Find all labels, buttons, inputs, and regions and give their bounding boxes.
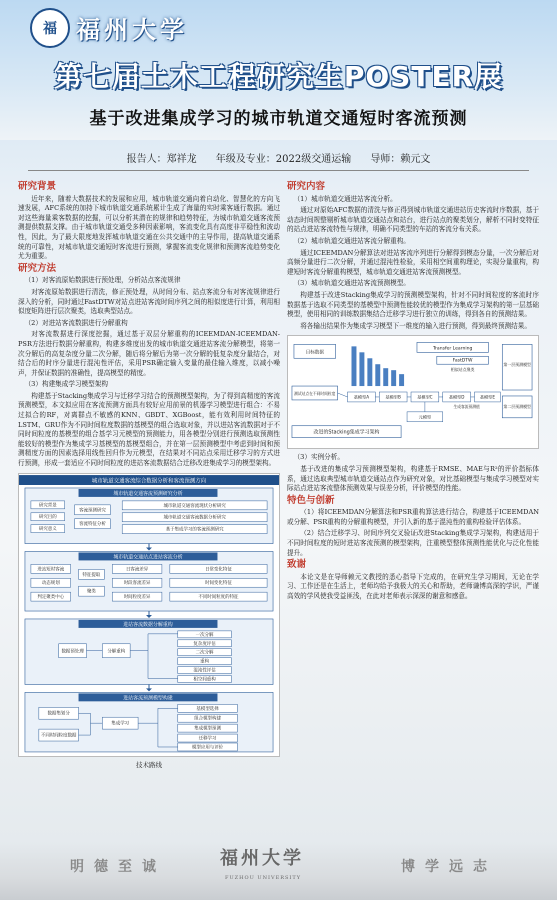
s3c-3: 重构 <box>200 659 210 665</box>
tech-route-diagram <box>18 473 280 757</box>
thanks-text: 本论文是在导师赖元文教授的悉心指导下完成的，在研究生学习期间，无论在学习、工作还是在生活上，老师均给予我极大的关心和帮助，老师谦博高深的学识，严谨高效的学风使我受益匪浅，在此对老师表示深深的谢意和感意。 <box>287 572 539 601</box>
footer-university-en: FUZHOU UNIVERSITY <box>225 875 302 881</box>
footer-band <box>0 842 557 900</box>
s4-title: 进站客流预测模型构建 <box>123 694 173 701</box>
s4c-2: 集成模型预测 <box>194 726 221 732</box>
background-text: 近年来，随着大数据技术的发展和应用，城市轨道交通向着自动化、智慧化的方向飞速发展，AFC系统的加持下城市轨道交通系统累计生成了海量的实时乘客通行数据。通过对这些海量乘客数据的挖掘，可以分析其潜在的规律和趋势特征，为城市轨道交通客流预测提供数据支撑。由于城市轨道交通受多种因素影响，客流变化具有高度非平稳性和波动性，因此，为了最大限度地发挥城市轨道交通在公共交通中的主导作用，提高轨道交通系统的可靠性，对城市轨道交通短时客流进行预测，掌握客流变化规律和预测客流趋势变化尤为重要。 <box>18 194 280 261</box>
s2c-1: 时段客流差异 <box>123 580 151 586</box>
s1a-2: 研究意义 <box>38 526 57 532</box>
university-logo: 福 <box>30 8 70 48</box>
footer-motto-left: 明德至诚 <box>70 859 166 875</box>
content-3-text: 构建基于改进Stacking集成学习的预测模型架构，针对不同时间粒度的客流时序数据基于选取不同类型的基模型中预测性能较优的模型作为集成学习架构的第一层基础模型，使用相同的训练数据集结合迁移学习进行独立的训练，得到各自的预测结果。 <box>287 290 539 319</box>
content-2-title: （2）城市轨道交通进站客流分解重构。 <box>293 236 410 245</box>
method-1-title: （1）对客流原始数据进行预处理，分析站点客流规律 <box>24 276 181 285</box>
s2c-2: 时间粒度差异 <box>123 594 151 600</box>
s1c-2: 基于集成学习的客流预测研究 <box>165 527 224 533</box>
s2-title: 城市轨道交通站点进站客流分析 <box>113 554 183 561</box>
content-4-title: （3）实例分析。 <box>293 453 344 462</box>
fig-improve: 改进的Stacking集成学习架构 <box>313 429 380 436</box>
feature-2: （2）结合迁移学习、时间序列交叉验证改进Stacking集成学习架构，构建适用于不同时间粒度的短时进站客流预测的模型架构，注重模型整体预测性能优化与泛化性能提升。 <box>287 529 539 557</box>
fig-model-a: 基模型A <box>353 394 370 400</box>
content-2-text: 通过ICEEMDAN分解算法对进站客流序列进行分解得到模态分量，一次分解后对高频分量进行二次分解，并通过混沌性检验，采用相空间重构理论，实现分量重构，构建短时客流分解重构模型，城市轨道交通进站客流预测模型。 <box>287 248 539 276</box>
fig-model-d: 基模型D <box>448 394 465 400</box>
s3c-1: 复杂度评估 <box>193 641 216 647</box>
s3-title: 进站客流数据分解重构 <box>123 621 173 628</box>
section-title-background: 研究背景 <box>18 181 57 192</box>
fig-layer1: 第一层预测模型 <box>503 362 532 368</box>
s1b-1: 客流特征分析 <box>79 521 106 527</box>
fig-model-b: 基模型B <box>385 394 401 400</box>
content-3-text2: 将各输出结果作为集成学习模型下一维度的输入进行预测，得到最终预测结果。 <box>300 321 531 330</box>
s2d-2: 不同时间粒度的特征 <box>198 594 239 600</box>
s3c-5: 相空间重构 <box>193 677 216 683</box>
s3a-0: 数据预处理 <box>61 649 84 655</box>
university-name: 福州大学 <box>76 15 188 44</box>
content-3-title: （3）城市轨道交通进站客流预测模型。 <box>293 279 410 288</box>
s1c-1: 城市轨道交通客流数据分析研究 <box>163 515 226 521</box>
s4b-0: 集成学习 <box>111 721 130 727</box>
content-1-title: （1）城市轨道交通进站客流分析。 <box>293 194 397 203</box>
s1a-0: 研究背景 <box>38 502 57 508</box>
poster-event-title: 第七届土木工程研究生POSTER展 <box>53 60 504 93</box>
s2b-0: 特征提取 <box>82 572 101 578</box>
s4a-1: 不同时间粒度数据 <box>40 733 77 739</box>
s2a-2: 判定聚类中心 <box>37 594 65 600</box>
s4a-0: 数据集划分 <box>47 711 70 717</box>
section-title-content: 研究内容 <box>287 181 326 192</box>
poster-header <box>0 0 557 140</box>
method-3-title: （3）构建集成学习模型架构 <box>24 380 108 389</box>
s2c-0: 日客流差异 <box>125 566 149 572</box>
s1b-0: 客流预测研究 <box>79 507 106 513</box>
s4c-1: 组合模型构建 <box>194 716 221 722</box>
method-2-title: （2）对进站客流数据进行分解重构 <box>24 318 128 327</box>
s3b-0: 分解重构 <box>107 649 126 655</box>
s4c-4: 模型应用与评价 <box>191 745 224 751</box>
fig-target: 测试站点在不同时间粒度 <box>294 392 336 397</box>
method-2-text: 对客流数据进行深度挖掘，通过基于双层分解重构的ICEEMDAN-ICEEMDAN-PSR方法进行数据分解重构，构建多维度出发的城市轨道交通进站客流分解模型，将第一次分解后的高复杂度分量二次分解，随后将分解后为第一次分解的低复杂度分量结合，对结合后的时序分量进行混沌性评估，采用PSR确定输入变量的最佳输入维度，以减小噪声，并保证数据的准确性，提高模型的精度。 <box>18 330 280 377</box>
s2d-1: 时间变化特征 <box>205 580 232 586</box>
fig-model-c: 基模型C <box>417 394 433 400</box>
fig-model-e: 基模型E <box>479 394 495 400</box>
s2b-1: 聚类 <box>86 589 96 595</box>
s4c-0: 基模型选择 <box>196 706 219 712</box>
s2a-0: 进站短时客流 <box>37 566 65 572</box>
s4c-3: 迁移学习 <box>198 736 217 742</box>
right-column <box>287 180 539 604</box>
method-1-text: 对客流原始数据进行清洗，修正预处理，从时间分布、站点客流分布对客流规律进行深入的分析，同时通过FastDTW对站点进站客流时间序列之间的相似度进行计算，利用相似度矩阵进行层次聚类，选取典型站点。 <box>18 287 280 316</box>
fig-meta: 元模型 <box>418 414 432 420</box>
fig-source: 目标数据 <box>305 350 324 356</box>
s1-title: 城市轨道交通客流预测研究分析 <box>113 490 183 497</box>
fig-layer2: 第二层预测模型 <box>503 404 532 410</box>
footer-university: 福州大学 <box>220 848 304 869</box>
fig-result: 生成客流预测值 <box>453 405 480 410</box>
author-line <box>0 150 557 165</box>
advisor: 导师：赖元文 <box>370 154 431 165</box>
content-1-text: 通过对原始AFC数据的清洗与修正得到城市轨道交通进站历史客流时序数据，基于动态时间规整剔析城市轨道交通站点和站台，进行站点的聚类划分，解析不同时变特征的站点进站客流特性与规律，明确不同类型的车站的客流分布关系。 <box>287 206 539 234</box>
reporter: 报告人：郑祥龙 <box>126 154 197 165</box>
fig-transfer: Transfer Learning <box>432 346 473 352</box>
tech-route-caption: 技术路线 <box>136 760 162 769</box>
feature-1: （1）将ICEEMDAN分解算法和PSR重构算法进行结合，构建基于ICEEMDAN或分解、PSR重构的分解重构模型，并引入新的基于混沌性的重构检验评估体系。 <box>287 508 539 526</box>
tech-route-svg <box>19 474 279 756</box>
content-4-text: 基于改进的集成学习预测模型架构，构建基于RMSE、MAE与R²的评价指标体系，通过选取典型城市轨道交通站点作为研究对象，对比基础模型与集成学习模型对实际站点进站客流整体预测效果与误差分析，评价模型的性能。 <box>287 464 539 493</box>
s2d-0: 日常变化特征 <box>205 566 232 572</box>
paper-title: 基于改进集成学习的城市轨道交通短时客流预测 <box>89 109 468 129</box>
s3c-2: 二次分解 <box>195 650 214 656</box>
method-3-text: 构建基于Stacking集成学习与迁移学习结合的预测模型架构，为了得到高精度的客流预测模型，本文拟应用在客流预测方面具有较好应用前景的机器学习模型进行组合：不易过拟合的RF，对离群点不敏感的KNN、GBDT、XGBoost，能有效利用时间特征的LSTM、GRU作为不同时间粒度数据的基模型的组合选取对象，并以进站客流数据对于不同时间粒度的基模型的组合基学习元模型的预测能力，用各模型分别进行预测选取预测性能较好的模型作为集成学习基模型的基模型组合，并在第一层预测模型中考虑到时间和预测精度方面的因素选择用线性回归作为元模型，在结果对不同站点采用迁移学习的方式进行预测，形成一套适应不同时间粒度的进站客流数据结合迁移改进集成学习的模型架构。 <box>18 391 280 468</box>
s3c-4: 混沌性评估 <box>193 668 216 674</box>
grade-major: 年级及专业：2022级交通运输 <box>215 154 352 165</box>
s3c-0: 一次分解 <box>195 632 214 638</box>
fig-fastdtw: FastDTW <box>452 359 473 365</box>
s2a-1: 动态规划 <box>41 580 60 586</box>
section-title-thanks: 致谢 <box>287 559 307 571</box>
fig-cluster: 相似站点聚类 <box>450 367 475 373</box>
stacking-architecture-figure <box>287 335 539 449</box>
header-divider <box>28 170 529 171</box>
s1c-0: 城市轨道交通客流现状分析研究 <box>163 503 226 509</box>
s1a-1: 研究目的 <box>38 514 57 520</box>
footer-motto-right: 博学远志 <box>401 859 497 875</box>
diagram-top-title: 城市轨道交通客流综合数据分析和客流预测方向 <box>91 478 207 485</box>
stacking-svg <box>288 336 538 448</box>
section-title-method: 研究方法 <box>18 262 57 274</box>
left-column <box>18 180 280 770</box>
section-title-features: 特色与创新 <box>287 494 335 506</box>
